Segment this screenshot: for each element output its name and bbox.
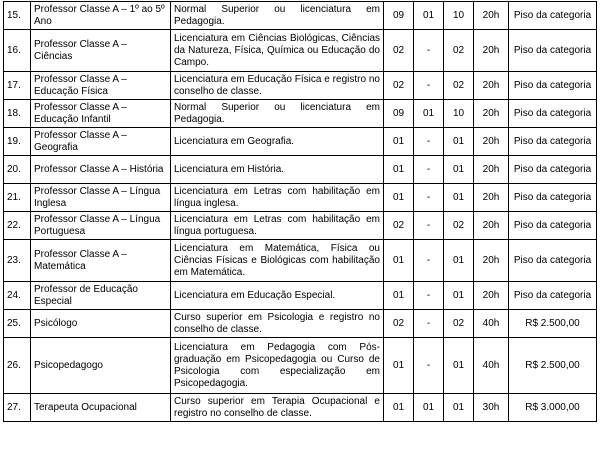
vacancies-regular: 01	[384, 184, 414, 212]
vacancies-total: 01	[444, 240, 474, 282]
row-number: 19.	[4, 128, 31, 156]
requirement: Curso superior em Psicologia e registro no conselho de classe.	[171, 310, 384, 338]
vacancies-reserved: -	[414, 310, 444, 338]
vacancies-regular: 09	[384, 100, 414, 128]
vacancies-reserved: 01	[414, 2, 444, 30]
vacancies-reserved: -	[414, 128, 444, 156]
position-name: Psicopedagogo	[31, 338, 171, 394]
table-row	[4, 100, 597, 128]
salary: Piso da categoria	[509, 240, 597, 282]
vacancies-reserved: -	[414, 184, 444, 212]
table-row	[4, 72, 597, 100]
vacancies-total: 01	[444, 128, 474, 156]
requirement: Licenciatura em Educação Especial.	[171, 282, 384, 310]
table-row	[4, 30, 597, 72]
requirement: Licenciatura em Educação Física e registro no conselho de classe.	[171, 72, 384, 100]
row-number: 20.	[4, 156, 31, 184]
vacancies-reserved: -	[414, 72, 444, 100]
vacancies-total: 01	[444, 184, 474, 212]
salary: R$ 2.500,00	[509, 310, 597, 338]
vacancies-total: 02	[444, 72, 474, 100]
position-name: Professor Classe A – 1º ao 5º Ano	[31, 2, 171, 30]
table-row	[4, 394, 597, 422]
requirement: Licenciatura em Matemática, Física ou Ciências Físicas e Biológicas com habilitação em Matemática.	[171, 240, 384, 282]
table-row	[4, 156, 597, 184]
salary: Piso da categoria	[509, 2, 597, 30]
position-name: Terapeuta Ocupacional	[31, 394, 171, 422]
vacancies-total: 01	[444, 338, 474, 394]
row-number: 27.	[4, 394, 31, 422]
row-number: 25.	[4, 310, 31, 338]
workload: 20h	[474, 184, 509, 212]
table-row	[4, 128, 597, 156]
row-number: 17.	[4, 72, 31, 100]
vacancies-regular: 01	[384, 156, 414, 184]
vacancies-total: 02	[444, 30, 474, 72]
vacancies-total: 01	[444, 394, 474, 422]
vacancies-regular: 01	[384, 394, 414, 422]
vacancies-reserved: 01	[414, 100, 444, 128]
vacancies-regular: 01	[384, 240, 414, 282]
position-name: Professor Classe A – História	[31, 156, 171, 184]
position-name: Professor Classe A – Educação Física	[31, 72, 171, 100]
salary: Piso da categoria	[509, 212, 597, 240]
position-name: Professor Classe A – Ciências	[31, 30, 171, 72]
vacancies-total: 02	[444, 310, 474, 338]
requirement: Curso superior em Terapia Ocupacional e registro no conselho de classe.	[171, 394, 384, 422]
workload: 20h	[474, 282, 509, 310]
salary: Piso da categoria	[509, 72, 597, 100]
requirement: Licenciatura em Geografia.	[171, 128, 384, 156]
row-number: 21.	[4, 184, 31, 212]
workload: 20h	[474, 212, 509, 240]
row-number: 22.	[4, 212, 31, 240]
workload: 30h	[474, 394, 509, 422]
vacancies-reserved: -	[414, 30, 444, 72]
requirement: Licenciatura em Pedagogia com Pós-graduação em Psicopedagogia ou Curso de Psicologia com especialização em Psicopedagogia.	[171, 338, 384, 394]
vacancies-reserved: -	[414, 240, 444, 282]
position-name: Professor Classe A – Língua Portuguesa	[31, 212, 171, 240]
salary: Piso da categoria	[509, 100, 597, 128]
table-row	[4, 184, 597, 212]
vacancies-reserved: -	[414, 338, 444, 394]
table-body	[4, 2, 597, 422]
vacancies-reserved: -	[414, 212, 444, 240]
workload: 20h	[474, 30, 509, 72]
vacancies-regular: 02	[384, 310, 414, 338]
table-row	[4, 282, 597, 310]
vacancies-regular: 02	[384, 30, 414, 72]
workload: 20h	[474, 240, 509, 282]
salary: Piso da categoria	[509, 30, 597, 72]
requirement: Licenciatura em Letras com habilitação em língua portuguesa.	[171, 212, 384, 240]
row-number: 18.	[4, 100, 31, 128]
salary: R$ 2.500,00	[509, 338, 597, 394]
vacancies-total: 01	[444, 156, 474, 184]
position-name: Professor de Educação Especial	[31, 282, 171, 310]
vacancies-reserved: -	[414, 156, 444, 184]
salary: Piso da categoria	[509, 184, 597, 212]
workload: 20h	[474, 72, 509, 100]
vacancies-total: 10	[444, 2, 474, 30]
vacancies-regular: 01	[384, 338, 414, 394]
vacancy-table	[3, 1, 597, 422]
position-name: Professor Classe A – Matemática	[31, 240, 171, 282]
table-row	[4, 338, 597, 394]
vacancies-regular: 09	[384, 2, 414, 30]
vacancies-regular: 01	[384, 282, 414, 310]
workload: 40h	[474, 338, 509, 394]
table-row	[4, 310, 597, 338]
position-name: Professor Classe A – Geografia	[31, 128, 171, 156]
requirement: Licenciatura em História.	[171, 156, 384, 184]
workload: 20h	[474, 100, 509, 128]
workload: 20h	[474, 156, 509, 184]
position-name: Professor Classe A – Língua Inglesa	[31, 184, 171, 212]
salary: Piso da categoria	[509, 282, 597, 310]
position-name: Psicólogo	[31, 310, 171, 338]
row-number: 16.	[4, 30, 31, 72]
requirement: Normal Superior ou licenciatura em Pedagogia.	[171, 2, 384, 30]
salary: R$ 3.000,00	[509, 394, 597, 422]
salary: Piso da categoria	[509, 156, 597, 184]
vacancies-reserved: -	[414, 282, 444, 310]
requirement: Normal Superior ou licenciatura em Pedagogia.	[171, 100, 384, 128]
table-row	[4, 2, 597, 30]
workload: 20h	[474, 2, 509, 30]
vacancies-reserved: 01	[414, 394, 444, 422]
workload: 40h	[474, 310, 509, 338]
vacancies-regular: 01	[384, 128, 414, 156]
requirement: Licenciatura em Ciências Biológicas, Ciências da Natureza, Física, Química ou Educação do Campo.	[171, 30, 384, 72]
row-number: 26.	[4, 338, 31, 394]
vacancies-total: 01	[444, 282, 474, 310]
position-name: Professor Classe A – Educação Infantil	[31, 100, 171, 128]
row-number: 23.	[4, 240, 31, 282]
table-row	[4, 240, 597, 282]
row-number: 24.	[4, 282, 31, 310]
row-number: 15.	[4, 2, 31, 30]
requirement: Licenciatura em Letras com habilitação em língua inglesa.	[171, 184, 384, 212]
workload: 20h	[474, 128, 509, 156]
vacancies-total: 02	[444, 212, 474, 240]
vacancies-total: 10	[444, 100, 474, 128]
vacancies-regular: 02	[384, 212, 414, 240]
table-row	[4, 212, 597, 240]
vacancies-regular: 02	[384, 72, 414, 100]
salary: Piso da categoria	[509, 128, 597, 156]
